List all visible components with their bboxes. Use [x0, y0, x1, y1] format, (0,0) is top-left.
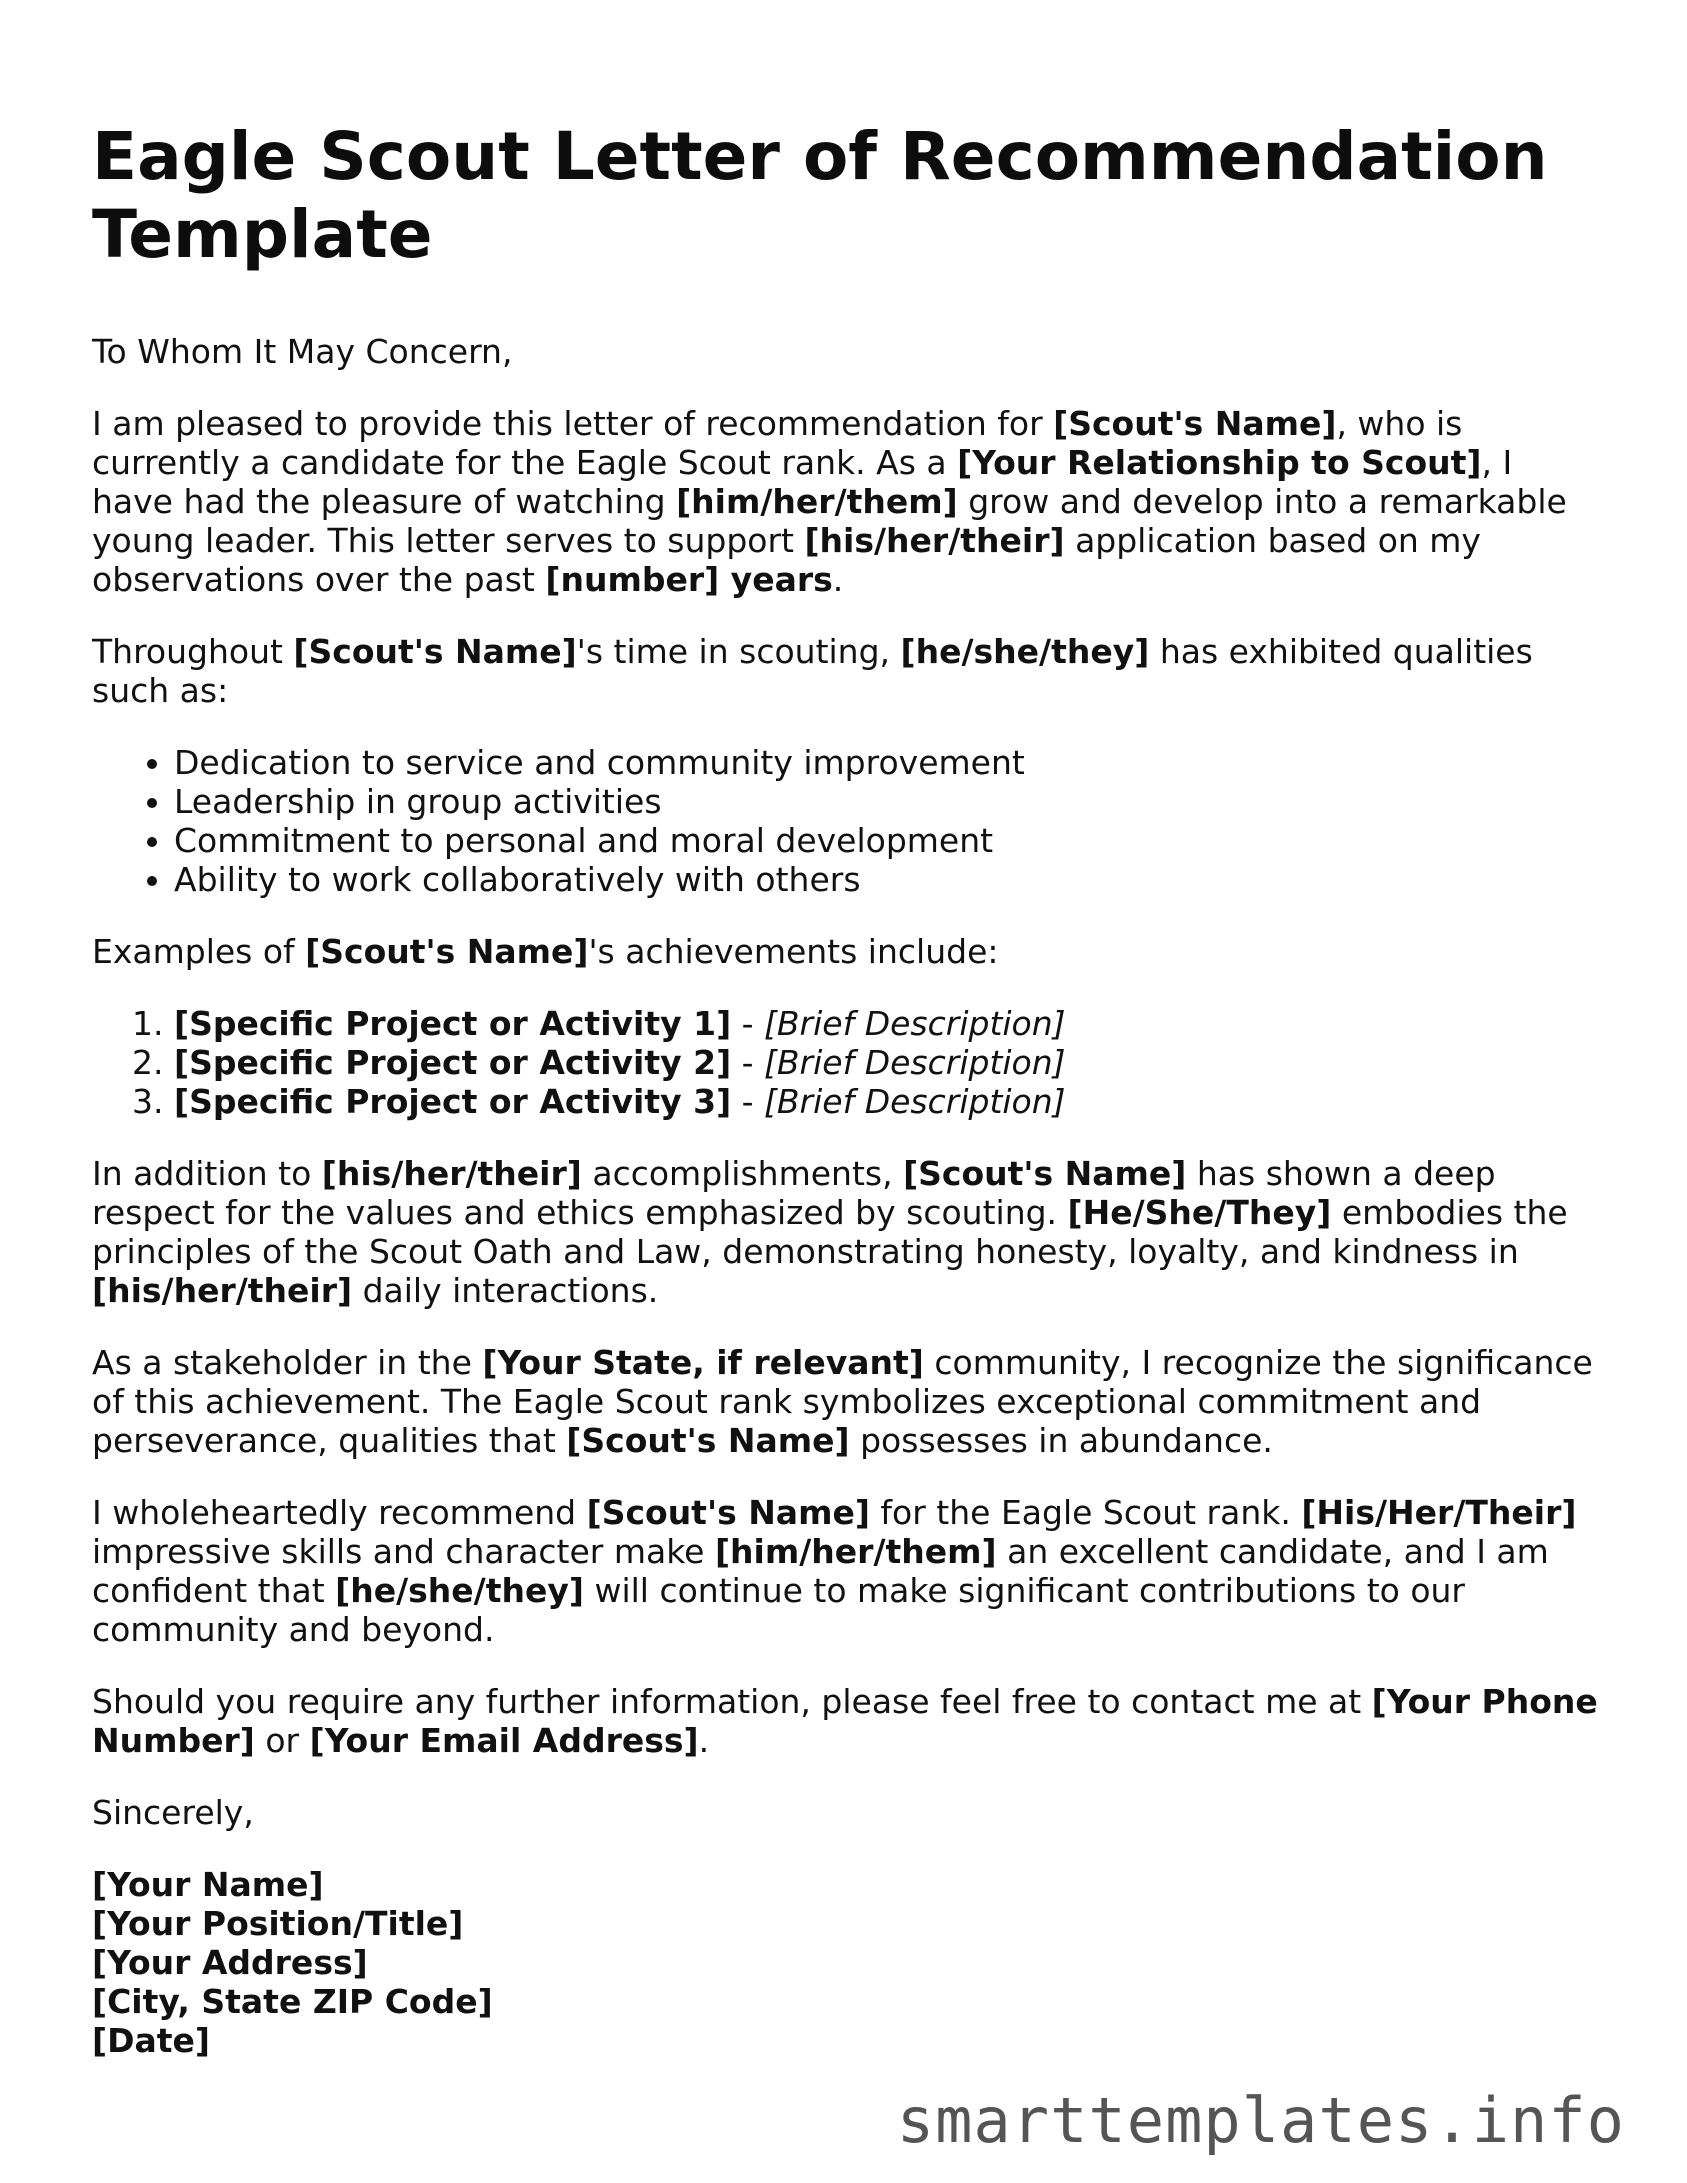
list-item: • Commitment to personal and moral development: [174, 821, 1602, 860]
list-item: 2. [Specific Project or Activity 2] - [Brief Description]: [174, 1043, 1602, 1082]
letter-page: [92, 118, 1602, 2060]
recommendation-paragraph: I wholeheartedly recommend [Scout's Name] for the Eagle Scout rank. [His/Her/Their] impressive skills and character make [him/her/them] an excellent candidate, and I am confident that [he/she/they] will continue to make significant contributions to our community and beyond.: [92, 1493, 1577, 1649]
watermark: smarttemplates.info: [896, 2084, 1625, 2157]
signature-date: [Date]: [92, 2021, 210, 2060]
signature-address: [Your Address]: [92, 1943, 368, 1982]
list-item: • Leadership in group activities: [174, 782, 1602, 821]
signature-city: [City, State ZIP Code]: [92, 1982, 493, 2021]
list-item: 3. [Specific Project or Activity 3] - [Brief Description]: [174, 1082, 1602, 1121]
contact-paragraph: Should you require any further information, please feel free to contact me at [Your Phone Number] or [Your Email Address].: [92, 1682, 1598, 1760]
achievements-intro-paragraph: Examples of [Scout's Name]'s achievements include:: [92, 932, 999, 971]
qualities-list: [92, 743, 1602, 899]
intro-paragraph: I am pleased to provide this letter of recommendation for [Scout's Name], who is currently a candidate for the Eagle Scout rank. As a [Your Relationship to Scout], I have had the pleasure of watching [him/her/them] grow and develop into a remarkable young leader. This letter serves to support [his/her/their] application based on my observations over the past [number] years.: [92, 404, 1567, 599]
stakeholder-paragraph: As a stakeholder in the [Your State, if relevant] community, I recognize the significance of this achievement. The Eagle Scout rank symbolizes exceptional commitment and perseverance, qualities that [Scout's Name] possesses in abundance.: [92, 1343, 1593, 1460]
list-item: • Dedication to service and community improvement: [174, 743, 1602, 782]
salutation: To Whom It May Concern,: [92, 332, 513, 371]
list-item: 1. [Specific Project or Activity 1] - [Brief Description]: [174, 1004, 1602, 1043]
signature-block: [92, 1865, 1602, 2060]
page-title: Eagle Scout Letter of Recommendation Template: [92, 118, 1548, 273]
qualities-intro-paragraph: Throughout [Scout's Name]'s time in scouting, [he/she/they] has exhibited qualities such as:: [92, 632, 1533, 710]
closing: Sincerely,: [92, 1793, 254, 1832]
signature-position: [Your Position/Title]: [92, 1904, 464, 1943]
list-item: • Ability to work collaboratively with others: [174, 860, 1602, 899]
signature-name: [Your Name]: [92, 1865, 324, 1904]
values-paragraph: In addition to [his/her/their] accomplishments, [Scout's Name] has shown a deep respect for the values and ethics emphasized by scouting. [He/She/They] embodies the principles of the Scout Oath and Law, demonstrating honesty, loyalty, and kindness in [his/her/their] daily interactions.: [92, 1154, 1568, 1310]
achievements-list: [92, 1004, 1602, 1121]
